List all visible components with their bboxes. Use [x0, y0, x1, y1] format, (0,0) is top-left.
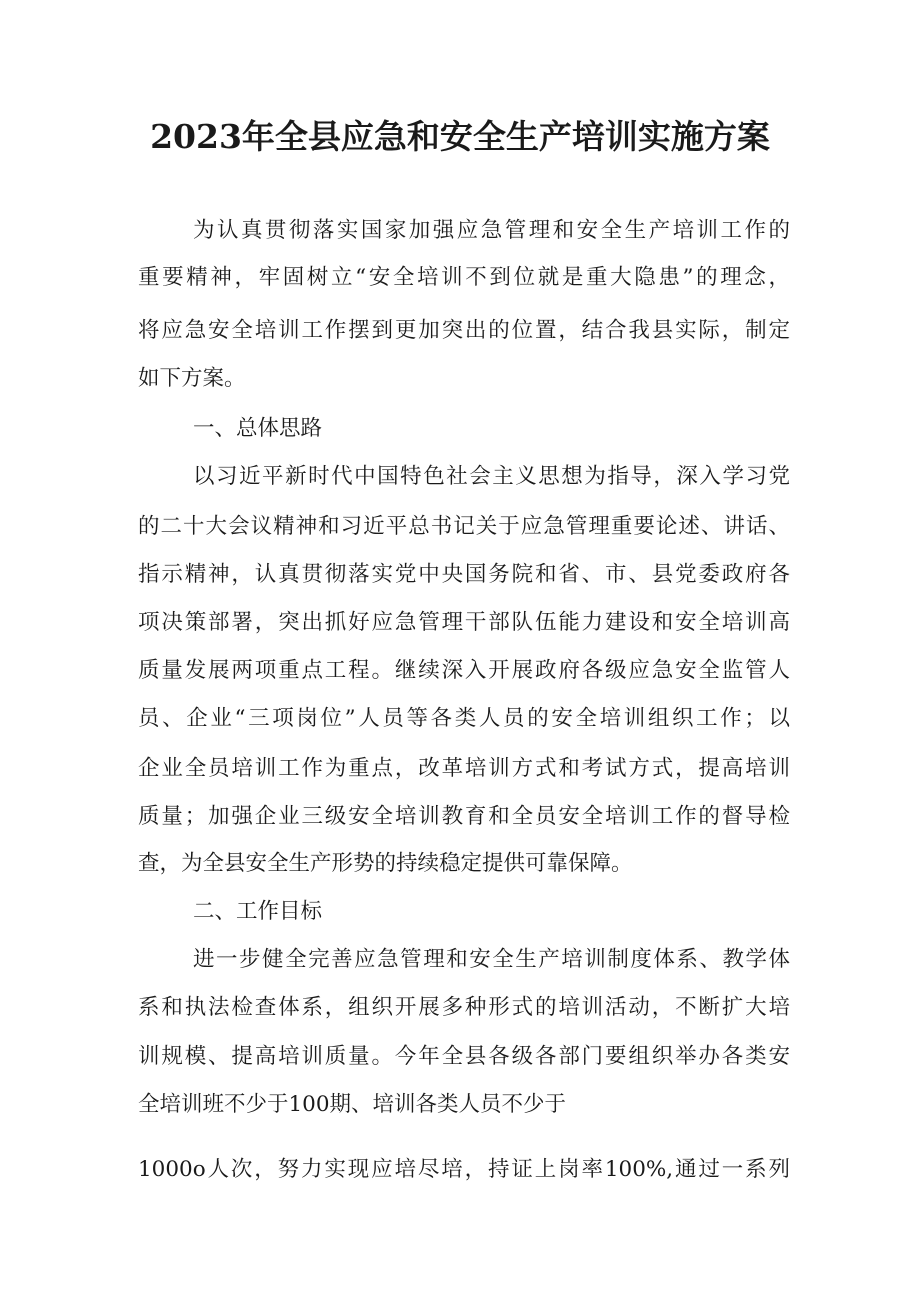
section2-line-3: 训规模、提高培训质量。今年全县各级各部门要组织举办各类安: [138, 1044, 790, 1069]
section1-line-3: 指示精神，认真贯彻落实党中央国务院和省、市、县党委政府各: [138, 562, 790, 587]
section1-line-2: 的二十大会议精神和习近平总书记关于应急管理重要论述、讲话、: [138, 514, 790, 539]
intro-line-3: 将应急安全培训工作摆到更加突出的位置，结合我县实际，制定: [138, 318, 790, 343]
section2-line-2: 系和执法检查体系，组织开展多种形式的培训活动，不断扩大培: [138, 995, 790, 1020]
intro-line-4: 如下方案。: [138, 366, 246, 391]
document-title: 2023年全县应急和安全生产培训实施方案: [150, 117, 770, 156]
section1-line-4: 项决策部署，突出抓好应急管理干部队伍能力建设和安全培训高: [138, 610, 790, 635]
section2-line-4: 全培训班不少于100期、培训各类人员不少于: [138, 1092, 567, 1117]
intro-line-2: 重要精神，牢固树立“安全培训不到位就是重大隐患”的理念，: [138, 265, 790, 290]
section1-heading: 一、总体思路: [193, 416, 323, 441]
intro-line-1: 为认真贯彻落实国家加强应急管理和安全生产培训工作的: [193, 218, 790, 243]
section1-line-7: 企业全员培训工作为重点，改革培训方式和考试方式，提高培训: [138, 756, 790, 781]
section2-line-1: 进一步健全完善应急管理和安全生产培训制度体系、教学体: [193, 947, 790, 972]
section1-line-1: 以习近平新时代中国特色社会主义思想为指导，深入学习党: [193, 464, 790, 489]
section1-line-5: 质量发展两项重点工程。继续深入开展政府各级应急安全监管人: [138, 658, 790, 683]
section1-line-8: 质量；加强企业三级安全培训教育和全员安全培训工作的督导检: [138, 804, 790, 829]
section2-heading: 二、工作目标: [193, 899, 323, 924]
section1-line-9: 查，为全县安全生产形势的持续稳定提供可靠保障。: [138, 851, 633, 876]
section2-line-5: 1000o人次，努力实现应培尽培，持证上岗率100%,通过一系列: [138, 1157, 790, 1182]
section1-line-6: 员、企业“三项岗位”人员等各类人员的安全培训组织工作；以: [138, 706, 790, 731]
